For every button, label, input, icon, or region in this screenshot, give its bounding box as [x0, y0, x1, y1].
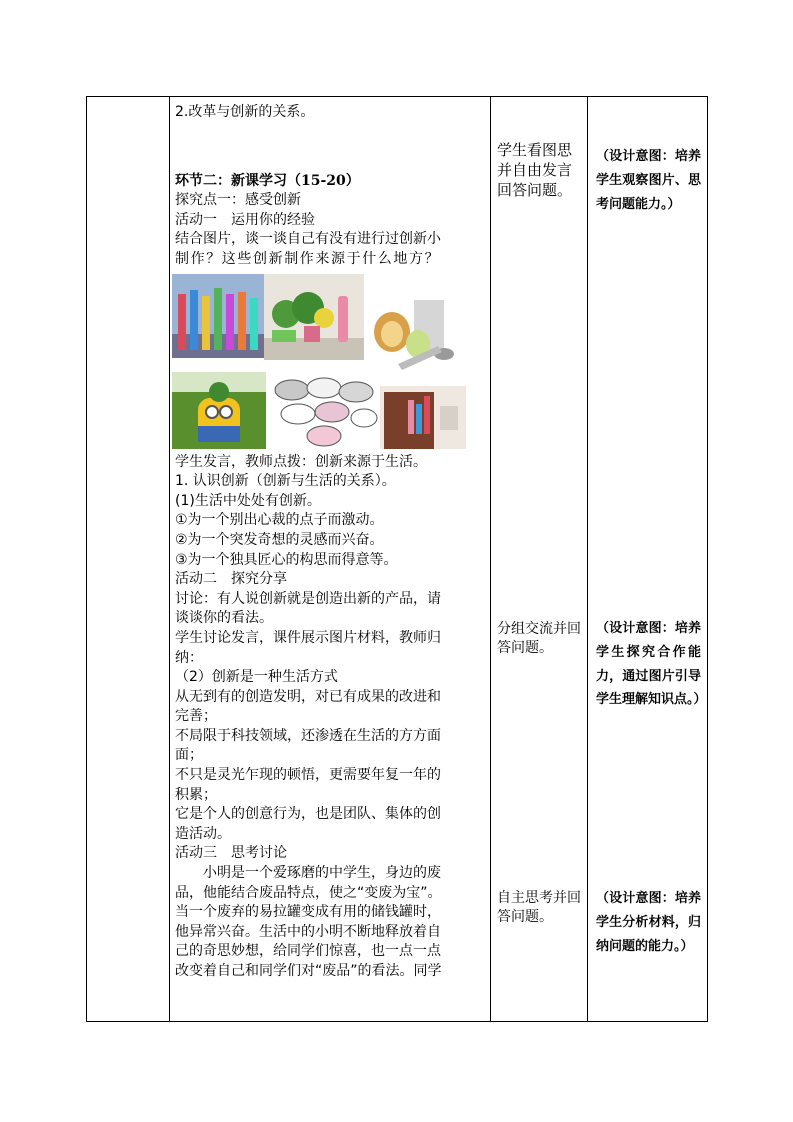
bottle-crafts-photo: [172, 274, 264, 358]
story-line: 己的奇思妙想，给同学们惊喜，也一点一点: [175, 943, 441, 960]
paragraph-line: 不只是灵光乍现的顿悟，更需要年复一年的: [175, 767, 441, 784]
activity-title: 活动三 思考讨论: [175, 845, 287, 862]
question-line: 制作？这些创新制作来源于什么地方？: [175, 250, 441, 267]
story-line: 品，他能结合废品特点，使之“变废为宝”。: [175, 884, 442, 901]
activity-title: 活动一 运用你的经验: [175, 211, 315, 228]
knowledge-item: ③为一个独具匠心的构思而得意等。: [175, 551, 398, 568]
column-design-intent: [588, 97, 707, 1021]
knowledge-point: （2）创新是一种生活方式: [175, 669, 338, 686]
paragraph-line: 完善；: [175, 708, 217, 725]
column-student-activity: [491, 97, 587, 1021]
lesson-table: [86, 96, 708, 1022]
paragraph-line: 面；: [175, 747, 203, 764]
design-note: （设计意图：培养学生分析材料，归纳问题的能力。）: [596, 891, 701, 954]
student-response: 学生看图思并自由发言回答问题。: [497, 141, 573, 199]
student-response: 自主思考并回答问题。: [497, 890, 581, 925]
summary-line: 学生讨论发言，课件展示图片材料，教师归: [175, 629, 441, 646]
column-stage: [87, 97, 169, 1021]
speech-line: 学生发言，教师点拨：创新来源于生活。: [175, 453, 427, 470]
paragraph-line: 造活动。: [175, 825, 231, 842]
activity-title: 活动二 探究分享: [175, 571, 287, 588]
story-line: 当一个废弃的易拉罐变成有用的储钱罐时，: [175, 904, 441, 921]
summary-line: 纳：: [175, 649, 203, 666]
onion-tool-photo: [368, 294, 464, 390]
knowledge-item: ①为一个别出心裁的点子而激动。: [175, 512, 384, 529]
photo-collage: [172, 274, 486, 449]
paragraph-line: 它是个人的创意行为，也是团队、集体的创: [175, 806, 441, 823]
design-note: （设计意图：培养学生观察图片、思考问题能力。）: [596, 149, 701, 212]
explore-point: 探究点一：感受创新: [175, 192, 301, 209]
paragraph-line: 从无到有的创造发明，对已有成果的改进和: [175, 688, 441, 705]
bottle-shelf-photo: [380, 386, 466, 449]
discussion-line: 谈谈你的看法。: [175, 610, 273, 627]
discussion-line: 讨论：有人说创新就是创造出新的产品，请: [175, 590, 441, 607]
section-title: 环节二：新课学习（15-20）: [175, 172, 360, 189]
knowledge-point: (1)生活中处处有创新。: [175, 492, 321, 509]
story-line: 小明是一个爱琢磨的中学生，身边的废: [175, 865, 441, 882]
paragraph-line: 积累；: [175, 786, 217, 803]
question-line: 结合图片，谈一谈自己有没有进行过创新小: [175, 231, 441, 248]
knowledge-title: 1. 认识创新（创新与生活的关系）。: [175, 473, 396, 490]
intro-line: 2.改革与创新的关系。: [175, 104, 315, 120]
student-response: 分组交流并回答问题。: [497, 621, 581, 656]
bottle-caps-photo: [270, 374, 378, 449]
plant-pots-photo: [264, 274, 364, 360]
design-note: （设计意图：培养学生探究合作能力，通过图片引导学生理解知识点。）: [596, 621, 707, 708]
minion-planter-photo: [172, 372, 266, 449]
story-line: 改变着自己和同学们对“废品”的看法。同学: [175, 963, 442, 979]
column-content: [170, 97, 490, 1021]
story-line: 他异常兴奋。生活中的小明不断地释放着自: [175, 923, 441, 940]
knowledge-item: ②为一个突发奇想的灵感而兴奋。: [175, 531, 384, 548]
paragraph-line: 不局限于科技领域，还渗透在生活的方方面: [175, 727, 441, 744]
